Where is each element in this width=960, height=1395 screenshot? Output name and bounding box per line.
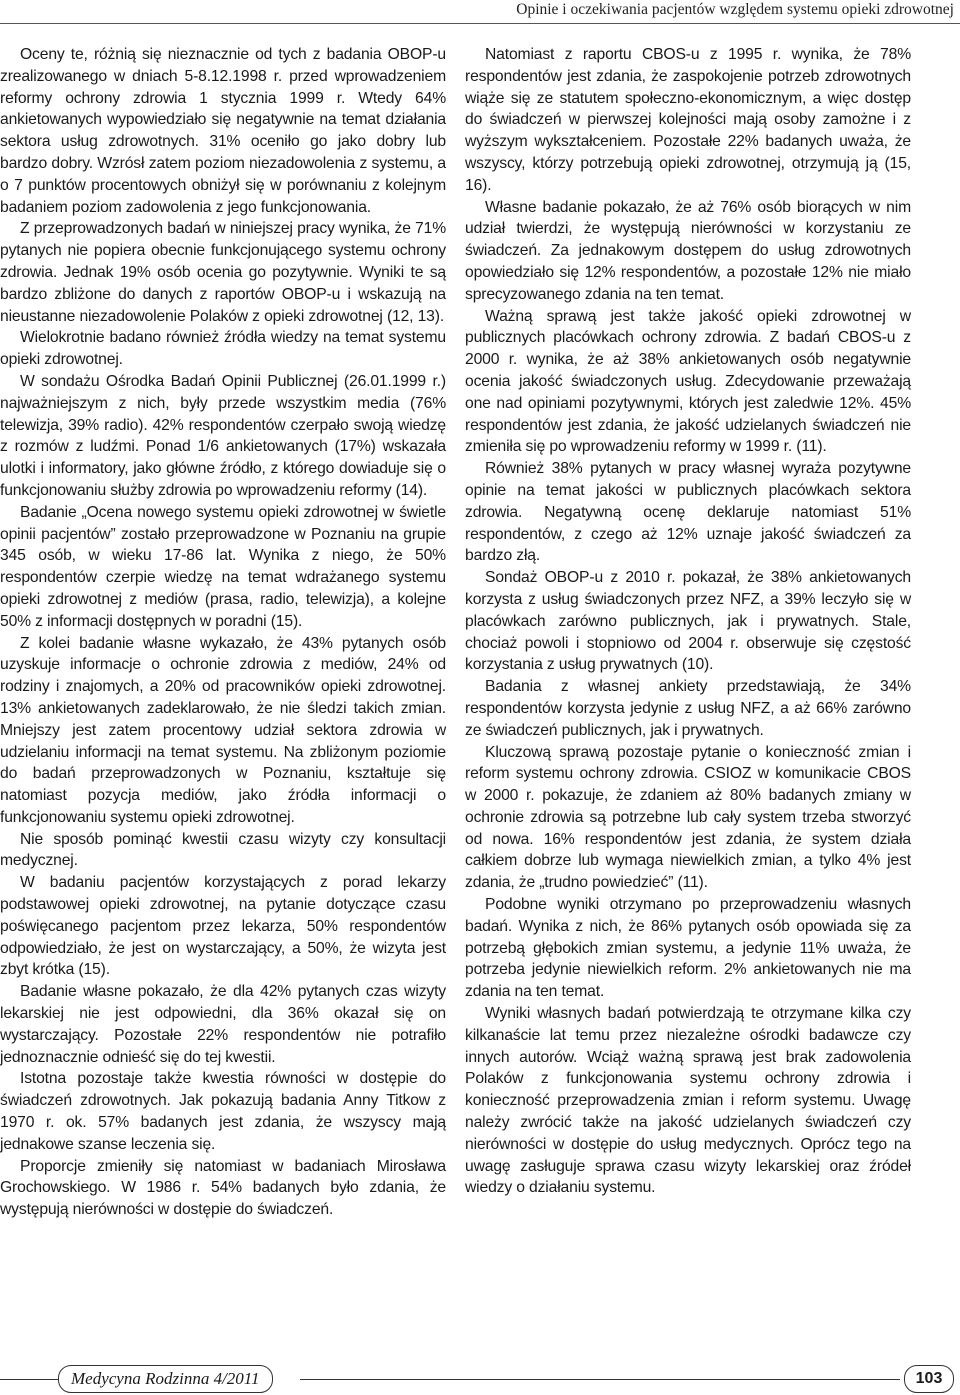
paragraph: Badanie własne pokazało, że dla 42% pytanych czas wizyty lekarskiej nie jest odpowiedni, dla 36% okazał się on wystarczający. Pozostałe 22% respondentów nie potrafiło jednoznacznie odnieść się do tej kwestii.	[0, 983, 446, 1066]
paragraph: Ważną sprawą jest także jakość opieki zdrowotnej w publicznych placówkach ochrony zdrowia. Z badań CBOS-u z 2000 r. wynika, że aż 38% ankietowanych osób negatywnie ocenia jakość świadczonych usług. Zdecydowanie przeważają one nad opiniami pozytywnymi, których jest zaledwie 12%. 45% respondentów jest zdania, że jakość udzielanych świadczeń nie zmieniła się po wprowadzeniu reformy w 1999 r. (11).	[465, 307, 911, 456]
left-column	[0, 44, 446, 1221]
right-column	[465, 44, 911, 1199]
paragraph: Istotna pozostaje także kwestia równości w dostępie do świadczeń zdrowotnych. Jak pokazują badania Anny Titkow z 1970 r. ok. 57% badanych jest zdania, że wszyscy mają jednakowe szanse leczenia się.	[0, 1070, 446, 1153]
header-rule	[0, 23, 960, 24]
paragraph: W badaniu pacjentów korzystających z porad lekarzy podstawowej opieki zdrowotnej, na pytanie dotyczące czasu poświęcanego pacjentom przez lekarza, 50% respondentów odpowiedziało, że jest on wystarczający, a 50%, że wizyta jest zbyt krótka (15).	[0, 874, 446, 979]
paragraph: Wyniki własnych badań potwierdzają te otrzymane kilka czy kilkanaście lat temu przez niezależne ośrodki badawcze czy innych autorów. Wciąż ważną sprawą jest brak zadowolenia Polaków z funkcjonowania systemu ochrony zdrowia i konieczność przeprowadzenia zmian i reform systemu. Uwagę należy zwrócić także na jakość udzielanych świadczeń czy nierówności w dostępie do usług medycznych. Oprócz tego na uwagę zasługuje sprawa czasu wizyty lekarskiej oraz źródeł wiedzy o działaniu systemu.	[465, 1005, 911, 1197]
paragraph: Własne badanie pokazało, że aż 76% osób biorących w nim udział twierdzi, że występują nierówności w korzystaniu ze świadczeń. Za jednakowym dostępem do usług zdrowotnych opowiedziało się 12% respondentów, a pozostałe 12% nie miało sprecyzowanego zdania na ten temat.	[465, 198, 911, 303]
footer-rule	[0, 1379, 60, 1380]
paragraph: Badania z własnej ankiety przedstawiają, że 34% respondentów korzysta jedynie z usług NFZ, a aż 66% zarówno ze świadczeń publicznych, jak i prywatnych.	[465, 678, 911, 739]
paragraph: Również 38% pytanych w pracy własnej wyraża pozytywne opinie na temat jakości w publicznych placówkach sektora zdrowia. Negatywną ocenę deklaruje natomiast 51% respondentów, z czego aż 12% uznaje jakość świadczeń za bardzo złą.	[465, 460, 911, 565]
paragraph: Natomiast z raportu CBOS-u z 1995 r. wynika, że 78% respondentów jest zdania, że zaspokojenie potrzeb zdrowotnych wiąże się ze statutem społeczno-ekonomicznym, a więc dostęp do świadczeń w pierwszej kolejności mają osoby zamożne i z wyższym wykształceniem. Pozostałe 22% badanych uważa, że wszyscy, którzy potrzebują opieki zdrowotnej, otrzymują ją (15, 16).	[465, 46, 911, 194]
running-header: Opinie i oczekiwania pacjentów względem systemu opieki zdrowotnej	[516, 1, 954, 18]
paragraph: Podobne wyniki otrzymano po przeprowadzeniu własnych badań. Wynika z nich, że 86% pytanych osób opowiada się za potrzebą głębokich zmian systemu, a jedynie 11% uważa, że potrzeba jedynie niewielkich reform. 2% ankietowanych nie ma zdania na ten temat.	[465, 896, 911, 1001]
paragraph: W sondażu Ośrodka Badań Opinii Publicznej (26.01.1999 r.) najważniejszym z nich, były przede wszystkim media (76% telewizja, 39% radio). 42% respondentów czerpało swoją wiedzę z rozmów z ludźmi. Ponad 1/6 ankietowanych (17%) wskazała ulotki i informatory, jako główne źródło, z którego dowiaduje się o funkcjonowaniu służby zdrowia po wprowadzeniu reformy (14).	[0, 372, 446, 499]
page-footer	[0, 1365, 960, 1393]
paragraph: Sondaż OBOP-u z 2010 r. pokazał, że 38% ankietowanych korzysta z usług świadczonych przez NFZ, a 39% leczyło się w placówkach zarówno publicznych, jak i prywatnych. Stale, chociaż powoli i stopniowo od 2004 r. obserwuje się częstość korzystania z usług prywatnych (10).	[465, 569, 911, 674]
paragraph: Proporcje zmieniły się natomiast w badaniach Mirosława Grochowskiego. W 1986 r. 54% badanych było zdania, że występują nierówności w dostępie do świadczeń.	[0, 1157, 446, 1219]
footer-rule	[300, 1379, 900, 1380]
paragraph: Kluczową sprawą pozostaje pytanie o konieczność zmian i reform systemu ochrony zdrowia. CSIOZ w komunikacie CBOS w 2000 r. pokazuje, że zdaniem aż 80% badanych zmiany w ochronie zdrowia są potrzebne lub cały system trzeba stworzyć od nowa. 16% respondentów jest zdania, że system działa całkiem dobrze lub wymaga niewielkich zmian, a tylko 4% jest zdania, że „trudno powiedzieć” (11).	[465, 743, 911, 892]
journal-name: Medycyna Rodzinna 4/2011	[58, 1365, 273, 1393]
page-number: 103	[904, 1365, 954, 1393]
paragraph: Wielokrotnie badano również źródła wiedzy na temat systemu opieki zdrowotnej.	[0, 329, 446, 369]
paragraph: Z przeprowadzonych badań w niniejszej pracy wynika, że 71% pytanych nie popiera obecnie funkcjonującego systemu ochrony zdrowia. Jednak 19% osób ocenia go pozytywnie. Wyniki te są bardzo zbliżone do danych z raportów OBOP-u i wskazują na nieustanne niezadowolenie Polaków z opieki zdrowotnej (12, 13).	[0, 220, 446, 325]
paragraph: Oceny te, różnią się nieznacznie od tych z badania OBOP-u zrealizowanego w dniach 5-8.12.1998 r. przed wprowadzeniem reformy ochrony zdrowia 1 stycznia 1999 r. Wtedy 64% ankietowanych wypowiedziało się negatywnie na temat działania sektora usług zdrowotnych. 31% oceniło go jako dobry lub bardzo dobry. Wzrósł zatem poziom niezadowolenia z systemu, a o 7 punktów procentowych obniżył się w porównaniu z kolejnym badaniem poziom zadowolenia z jego funkcjonowania.	[0, 46, 446, 216]
paragraph: Badanie „Ocena nowego systemu opieki zdrowotnej w świetle opinii pacjentów” zostało przeprowadzone w Poznaniu na grupie 345 osób, w wieku 17-86 lat. Wynika z niego, że 50% respondentów czerpie wiedzę na temat wdrażanego systemu opieki zdrowotnej z mediów (prasa, radio, telewizja), a kolejne 50% z informacji dostępnych w poradni (15).	[0, 503, 446, 630]
paragraph: Nie sposób pominąć kwestii czasu wizyty czy konsultacji medycznej.	[0, 830, 446, 870]
paragraph: Z kolei badanie własne wykazało, że 43% pytanych osób uzyskuje informacje o ochronie zdrowia z mediów, 24% od rodziny i znajomych, a 20% od pracowników opieki zdrowotnej. 13% ankietowanych zadeklarowało, że nie śledzi takich zmian. Mniejszy jest zatem procentowy udział sektora zdrowia w udzielaniu informacji na temat systemu. Na zbliżonym poziomie do badań przeprowadzonych w Poznaniu, kształtuje się natomiast pozycja mediów, jako źródła informacji o funkcjonowaniu systemu opieki zdrowotnej.	[0, 634, 446, 826]
